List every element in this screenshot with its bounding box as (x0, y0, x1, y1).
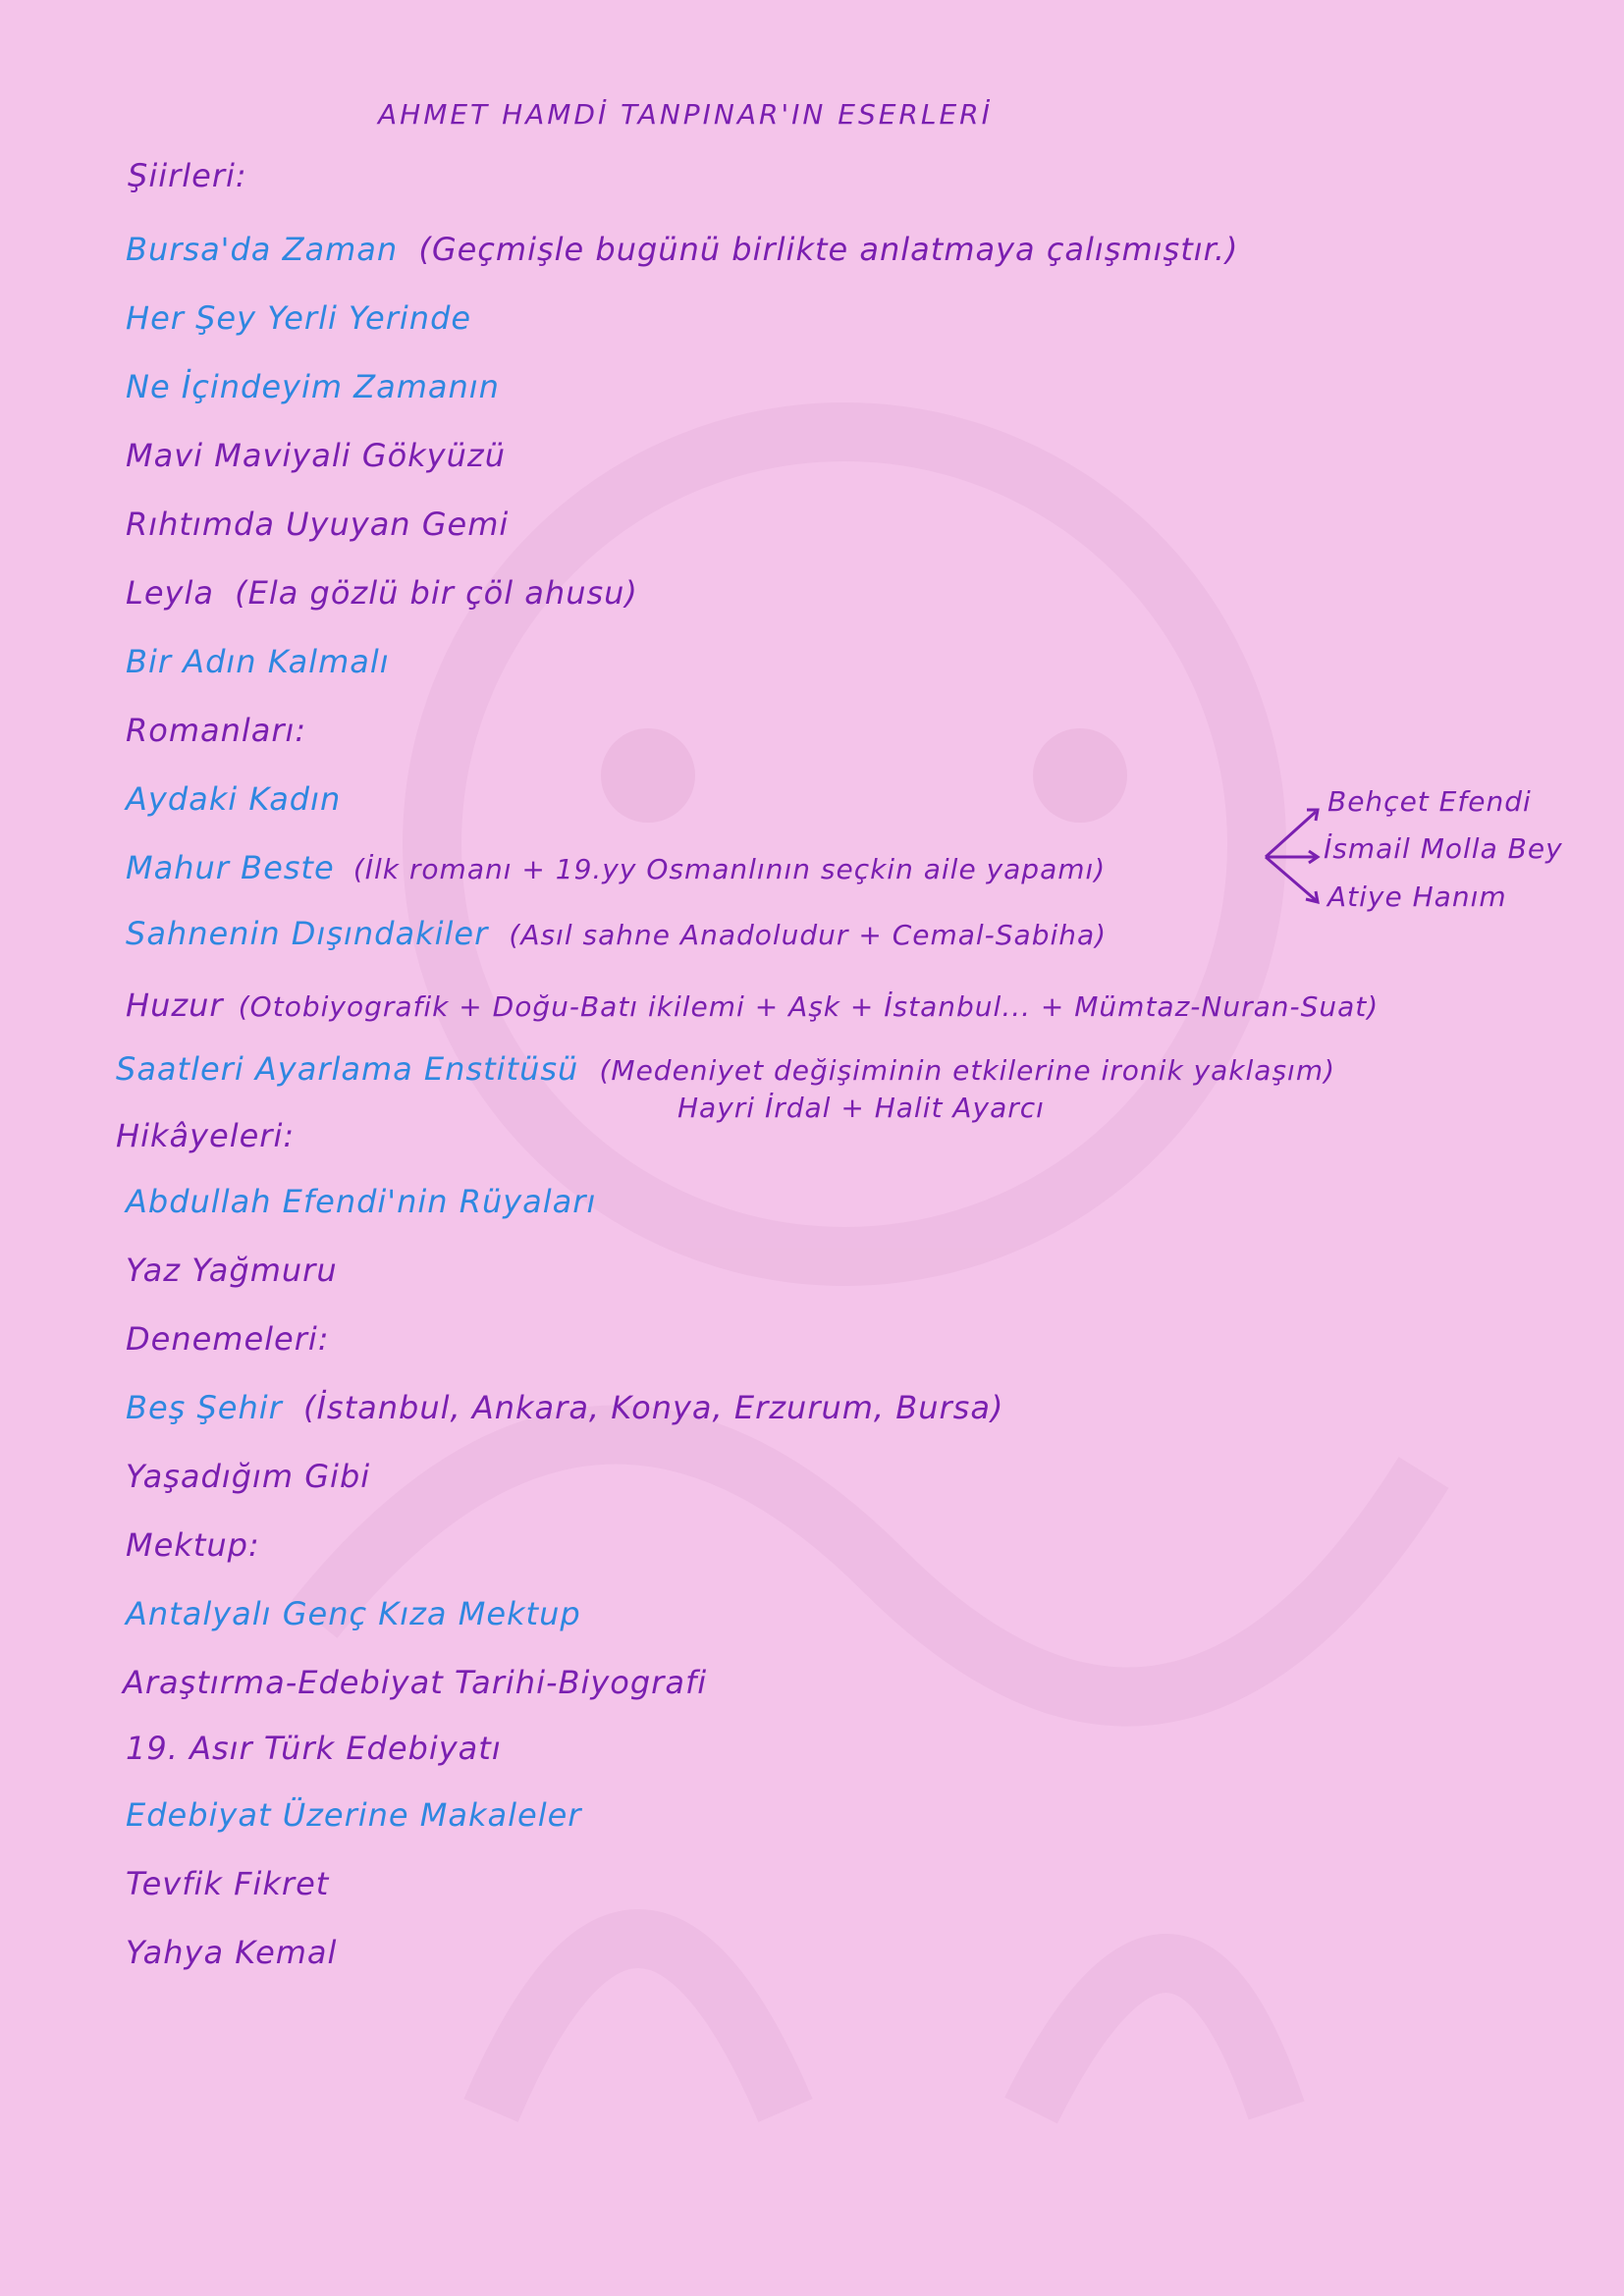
list-item: Bir Adın Kalmalı (126, 643, 390, 680)
list-item: Mavi Maviyali Gökyüzü (126, 437, 506, 474)
character-label: Behçet Efendi (1327, 785, 1532, 818)
branch-arrows-icon (1262, 800, 1330, 908)
list-item (126, 915, 1107, 952)
list-item (126, 987, 1379, 1024)
section-heading-romanlar: Romanları: (126, 712, 307, 749)
item-title: Beş Şehir (126, 1389, 283, 1426)
item-title: Bursa'da Zaman (126, 231, 399, 268)
item-note: (Otobiyografik + Doğu-Batı ikilemi + Aşk + İstanbul... + Mümtaz-Nuran-Suat) (238, 990, 1380, 1023)
item-title: Huzur (126, 987, 224, 1024)
section-heading-denemeler: Denemeleri: (126, 1320, 330, 1358)
list-item: 19. Asır Türk Edebiyatı (126, 1730, 502, 1767)
list-item: Yahya Kemal (126, 1934, 338, 1971)
section-heading-mektup: Mektup: (126, 1526, 260, 1564)
section-heading-hikayeler: Hikâyeleri: (116, 1117, 296, 1154)
list-item (126, 849, 1106, 886)
list-item: Tevfik Fikret (126, 1865, 330, 1902)
item-note: (İlk romanı + 19.yy Osmanlının seçkin aile yapamı) (352, 853, 1107, 885)
list-item: Abdullah Efendi'nin Rüyaları (126, 1183, 597, 1220)
item-title: Mahur Beste (126, 849, 335, 886)
section-heading-arastirma: Araştırma-Edebiyat Tarihi-Biyografi (123, 1664, 708, 1701)
list-item: Her Şey Yerli Yerinde (126, 299, 472, 337)
character-label: Atiye Hanım (1327, 881, 1507, 913)
item-title: Saatleri Ayarlama Enstitüsü (116, 1050, 579, 1088)
item-note: (Medeniyet değişiminin etkilerine ironik yaklaşım) (599, 1054, 1336, 1087)
list-item: Aydaki Kadın (126, 780, 342, 818)
list-item (116, 1050, 1335, 1088)
item-note: (İstanbul, Ankara, Konya, Erzurum, Bursa) (302, 1389, 1004, 1426)
item-title: Sahnenin Dışındakiler (126, 915, 489, 952)
list-item: Antalyalı Genç Kıza Mektup (126, 1595, 581, 1632)
item-title: Leyla (126, 574, 214, 612)
item-note: (Geçmişle bugünü birlikte anlatmaya çalışmıştır.) (418, 231, 1239, 268)
item-note: (Asıl sahne Anadoludur + Cemal-Sabiha) (509, 919, 1108, 951)
list-item: Ne İçindeyim Zamanın (126, 368, 500, 405)
list-item: Yaşadığım Gibi (126, 1458, 371, 1495)
item-note: (Ela gözlü bir çöl ahusu) (235, 574, 638, 612)
character-label: İsmail Molla Bey (1324, 832, 1563, 865)
item-subnote: Hayri İrdal + Halit Ayarcı (677, 1092, 1045, 1124)
list-item: Yaz Yağmuru (126, 1252, 338, 1289)
list-item (126, 574, 638, 612)
list-item (126, 1389, 1003, 1426)
list-item: Rıhtımda Uyuyan Gemi (126, 506, 510, 543)
section-heading-siirler: Şiirleri: (128, 157, 247, 194)
page-title: AHMET HAMDİ TANPINAR'IN ESERLERİ (378, 98, 993, 131)
list-item: Edebiyat Üzerine Makaleler (126, 1796, 582, 1834)
list-item (126, 231, 1239, 268)
